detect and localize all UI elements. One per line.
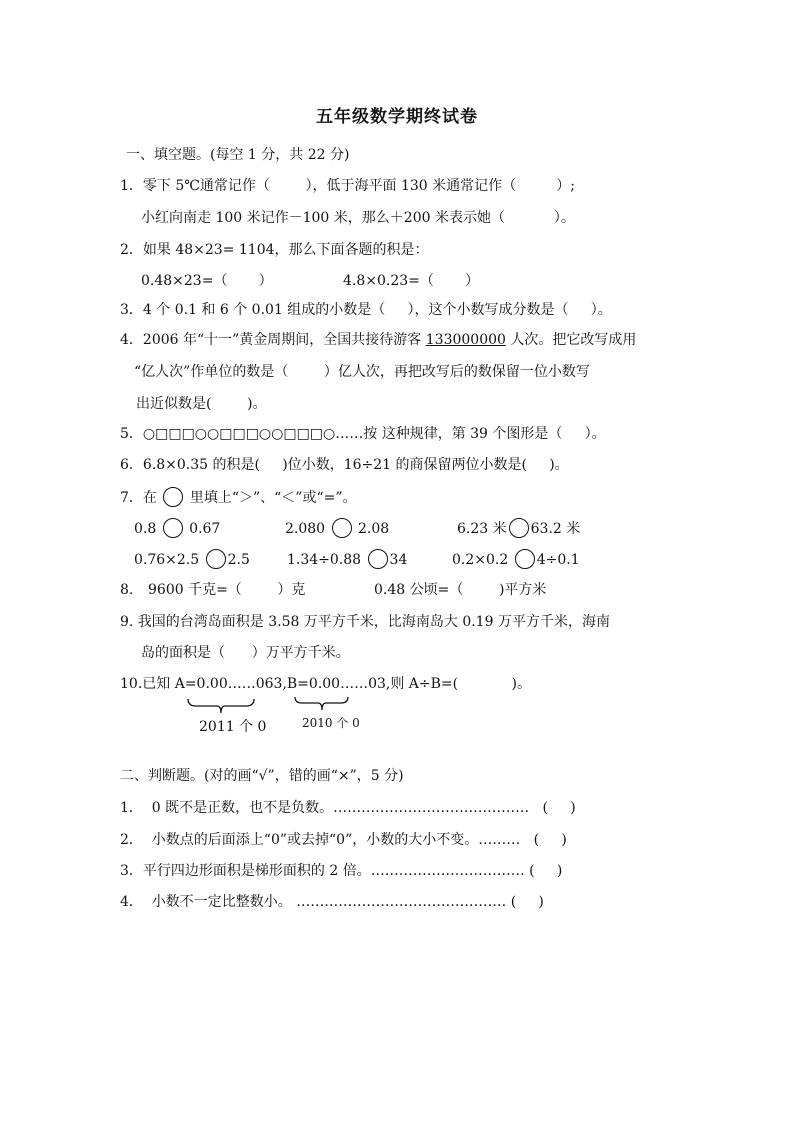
compare-item xyxy=(134,549,250,569)
compare-right: 4÷0.1 xyxy=(536,552,580,568)
question-4c: 出近似数是( )。 xyxy=(136,396,267,412)
compare-circle-icon[interactable] xyxy=(332,518,352,538)
question-1b: 小红向南走 100 米记作－100 米，那么＋200 米表示她（ ）。 xyxy=(141,210,575,226)
compare-right: 34 xyxy=(389,552,408,568)
question-2: 2．如果 48×23= 1104，那么下面各题的积是： xyxy=(120,242,429,258)
compare-item xyxy=(134,518,220,538)
compare-circle-icon[interactable] xyxy=(515,549,535,569)
circle-icon xyxy=(163,487,183,507)
question-1a: 1．零下 5℃通常记作（ ），低于海平面 130 米通常记作（ ）; xyxy=(120,178,575,194)
compare-circle-icon[interactable] xyxy=(509,518,529,538)
question-7-pre: 7．在 xyxy=(120,490,157,506)
compare-left: 1.34÷0.88 xyxy=(287,552,362,568)
question-10: 10.已知 A=0.00……063,B=0.00……03,则 A÷B=( )。 xyxy=(120,676,531,692)
brace-a-icon xyxy=(186,697,256,719)
judge-item-2: 2． 小数点的后面添上“0”或去掉“0”，小数的大小不变。……… ( ) xyxy=(120,832,567,848)
question-8a: 9600 千克=（ ）克 xyxy=(148,582,306,598)
compare-circle-icon[interactable] xyxy=(163,518,183,538)
question-2b: 4.8×0.23=（ ） xyxy=(343,273,480,289)
judge-item-1: 1． 0 既不是正数，也不是负数。…………………………………… ( ) xyxy=(120,800,576,816)
compare-circle-icon[interactable] xyxy=(206,549,226,569)
judge-item-3: 3．平行四边形面积是梯形面积的 2 倍。…………………………… ( ) xyxy=(120,863,563,879)
question-7-post: 里填上“＞”、“＜”或“=”。 xyxy=(189,490,357,506)
question-4a xyxy=(120,330,636,350)
brace-b-label: 2010 个 0 xyxy=(302,716,360,730)
compare-left: 0.76×2.5 xyxy=(134,552,200,568)
compare-left: 2.080 xyxy=(285,521,326,537)
compare-left: 0.2×0.2 xyxy=(452,552,509,568)
compare-item xyxy=(285,518,389,538)
question-6: 6．6.8×0.35 的积是( )位小数，16÷21 的商保留两位小数是( )。 xyxy=(120,457,569,473)
compare-left: 6.23 米 xyxy=(457,521,507,537)
compare-left: 0.8 xyxy=(134,521,157,537)
question-4a-post: 人次。把它改写成用 xyxy=(505,332,637,348)
section2-heading: 二、判断题。(对的画“√”，错的画“×”，5 分) xyxy=(120,768,404,784)
compare-item xyxy=(287,549,407,569)
brace-b-icon xyxy=(293,695,353,715)
question-8-number: 8. xyxy=(120,582,134,598)
question-7 xyxy=(120,487,357,507)
question-5: 5．○□□□○○□□□○○□□□○……按 这种规律，第 39 个图形是（ ）。 xyxy=(120,426,606,442)
compare-right: 2.5 xyxy=(227,552,250,568)
question-9a: 9. 我国的台湾岛面积是 3.58 万平方千米，比海南岛大 0.19 万平方千米，海南 xyxy=(120,614,610,630)
question-2a: 0.48×23=（ ） xyxy=(141,273,273,289)
section1-heading: 一、填空题。(每空 1 分，共 22 分) xyxy=(126,147,350,163)
compare-item xyxy=(457,518,580,538)
question-9b: 岛的面积是（ ）万平方千米。 xyxy=(141,645,350,661)
compare-right: 0.67 xyxy=(189,521,221,537)
question-3: 3．4 个 0.1 和 6 个 0.01 组成的小数是（ ），这个小数写成分数是（ ）。 xyxy=(120,302,612,318)
compare-right: 63.2 米 xyxy=(530,521,581,537)
question-4b: “亿人次”作单位的数是（ ）亿人次，再把改写后的数保留一位小数写 xyxy=(134,364,590,380)
brace-a-label: 2011 个 0 xyxy=(199,719,267,735)
question-4a-pre: 4．2006 年“十一”黄金周期间，全国共接待游客 xyxy=(120,332,426,348)
question-8b: 0.48 公顷=（ )平方米 xyxy=(374,582,547,598)
question-4a-number: 133000000 xyxy=(425,332,506,348)
compare-circle-icon[interactable] xyxy=(368,549,388,569)
page-title: 五年级数学期终试卷 xyxy=(316,107,478,127)
judge-item-4: 4． 小数不一定比整数小。 ……………………………………… ( ) xyxy=(120,894,544,910)
compare-right: 2.08 xyxy=(358,521,390,537)
compare-item xyxy=(452,549,580,569)
